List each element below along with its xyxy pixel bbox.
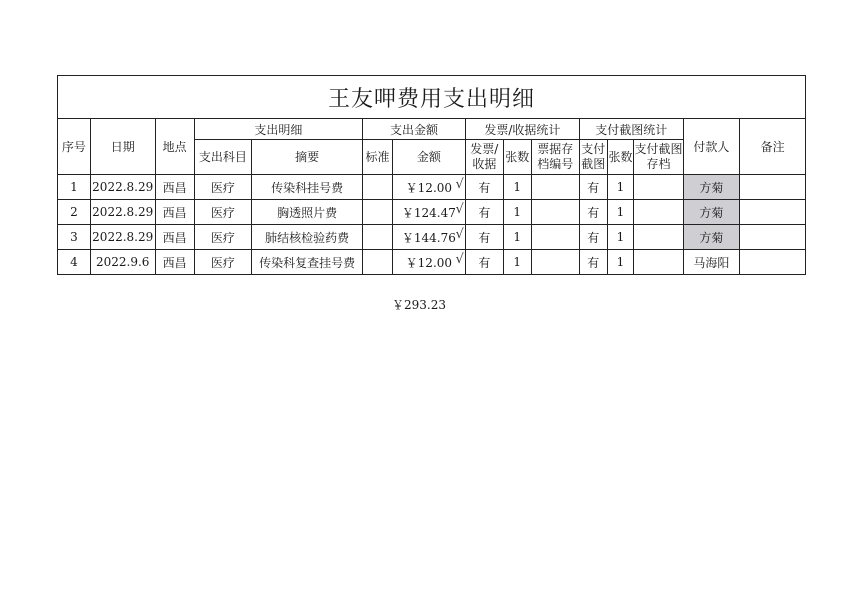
amount-value: ￥12.00 xyxy=(405,255,453,270)
amount-value: ￥124.47 xyxy=(401,205,456,220)
table-row xyxy=(58,200,806,225)
cell-date: 2022.8.29 xyxy=(90,175,155,200)
cell-voucher-no xyxy=(531,250,579,275)
header-remark: 备注 xyxy=(740,119,806,175)
header-detail-group: 支出明细 xyxy=(194,119,362,140)
cell-count: 1 xyxy=(503,175,531,200)
sheet-title: 王友呷费用支出明细 xyxy=(57,75,806,118)
cell-category: 医疗 xyxy=(194,200,252,225)
cell-standard xyxy=(363,175,393,200)
header-invoice-group: 发票/收据统计 xyxy=(465,119,579,140)
checkmark-icon: √ xyxy=(455,202,464,217)
cell-payshot-archive xyxy=(634,200,683,225)
cell-category: 医疗 xyxy=(194,225,252,250)
cell-amount xyxy=(392,175,465,200)
table-row xyxy=(58,250,806,275)
cell-remark xyxy=(740,200,806,225)
amount-value: ￥12.00 xyxy=(405,180,453,195)
cell-date: 2022.8.29 xyxy=(90,200,155,225)
cell-payer: 方菊 xyxy=(683,200,740,225)
cell-seq: 2 xyxy=(58,200,91,225)
cell-amount xyxy=(392,250,465,275)
cell-invoice: 有 xyxy=(465,225,503,250)
header-date: 日期 xyxy=(90,119,155,175)
cell-count: 1 xyxy=(503,225,531,250)
cell-count: 1 xyxy=(503,250,531,275)
table-row xyxy=(58,175,806,200)
cell-payer: 方菊 xyxy=(683,175,740,200)
checkmark-icon: √ xyxy=(455,252,464,267)
header-seq: 序号 xyxy=(58,119,91,175)
cell-payer: 马海阳 xyxy=(683,250,740,275)
cell-payshot: 有 xyxy=(579,175,607,200)
cell-payshot-count: 1 xyxy=(607,225,634,250)
cell-payer: 方菊 xyxy=(683,225,740,250)
cell-place: 西昌 xyxy=(155,175,194,200)
cell-summary: 传染科挂号费 xyxy=(252,175,363,200)
cell-payshot-archive xyxy=(634,225,683,250)
header-amount: 金额 xyxy=(392,140,465,175)
header-category: 支出科目 xyxy=(194,140,252,175)
header-invoice-receipt: 发票/收据 xyxy=(465,140,503,175)
header-summary: 摘要 xyxy=(252,140,363,175)
cell-payshot: 有 xyxy=(579,225,607,250)
cell-seq: 4 xyxy=(58,250,91,275)
cell-voucher-no xyxy=(531,200,579,225)
table-row xyxy=(58,225,806,250)
cell-invoice: 有 xyxy=(465,200,503,225)
cell-payshot-count: 1 xyxy=(607,175,634,200)
cell-remark xyxy=(740,250,806,275)
cell-summary: 传染科复查挂号费 xyxy=(252,250,363,275)
cell-payshot: 有 xyxy=(579,200,607,225)
header-count: 张数 xyxy=(503,140,531,175)
header-standard: 标准 xyxy=(363,140,393,175)
cell-summary: 胸透照片费 xyxy=(252,200,363,225)
total-amount: ￥293.23 xyxy=(392,298,446,312)
header-amount-group: 支出金额 xyxy=(363,119,466,140)
cell-standard xyxy=(363,250,393,275)
cell-payshot-archive xyxy=(634,175,683,200)
header-payer: 付款人 xyxy=(683,119,740,175)
cell-remark xyxy=(740,225,806,250)
cell-seq: 3 xyxy=(58,225,91,250)
cell-invoice: 有 xyxy=(465,250,503,275)
header-payshot-archive: 支付截图存档 xyxy=(634,140,683,175)
cell-standard xyxy=(363,200,393,225)
cell-payshot: 有 xyxy=(579,250,607,275)
cell-category: 医疗 xyxy=(194,175,252,200)
expense-table xyxy=(57,118,806,275)
cell-category: 医疗 xyxy=(194,250,252,275)
cell-standard xyxy=(363,225,393,250)
checkmark-icon: √ xyxy=(455,227,464,242)
cell-invoice: 有 xyxy=(465,175,503,200)
header-voucher-no: 票据存档编号 xyxy=(531,140,579,175)
cell-voucher-no xyxy=(531,175,579,200)
cell-place: 西昌 xyxy=(155,250,194,275)
checkmark-icon: √ xyxy=(455,177,464,192)
expense-sheet xyxy=(57,75,806,275)
cell-place: 西昌 xyxy=(155,200,194,225)
cell-summary: 肺结核检验药费 xyxy=(252,225,363,250)
cell-date: 2022.8.29 xyxy=(90,225,155,250)
cell-seq: 1 xyxy=(58,175,91,200)
cell-voucher-no xyxy=(531,225,579,250)
cell-remark xyxy=(740,175,806,200)
cell-date: 2022.9.6 xyxy=(90,250,155,275)
cell-amount xyxy=(392,200,465,225)
header-payshot: 支付截图 xyxy=(579,140,607,175)
header-payshot-count: 张数 xyxy=(607,140,634,175)
cell-count: 1 xyxy=(503,200,531,225)
cell-payshot-count: 1 xyxy=(607,200,634,225)
cell-place: 西昌 xyxy=(155,225,194,250)
header-payshot-group: 支付截图统计 xyxy=(579,119,683,140)
cell-payshot-count: 1 xyxy=(607,250,634,275)
cell-payshot-archive xyxy=(634,250,683,275)
header-place: 地点 xyxy=(155,119,194,175)
cell-amount xyxy=(392,225,465,250)
amount-value: ￥144.76 xyxy=(401,230,456,245)
